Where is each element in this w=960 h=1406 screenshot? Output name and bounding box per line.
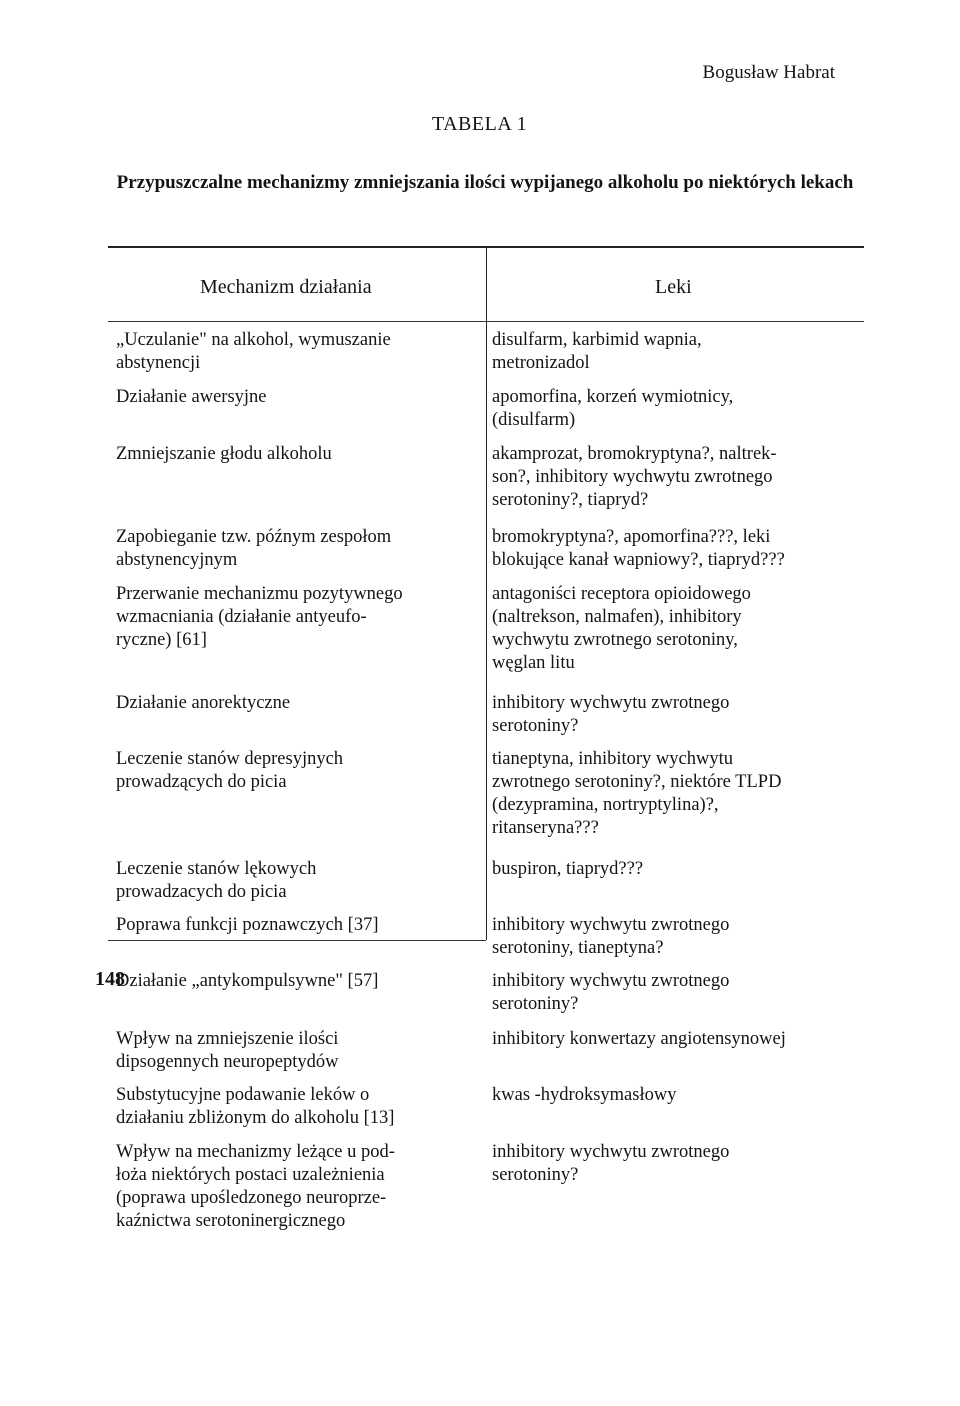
table-cell-mechanism: Substytucyjne podawanie leków o działaniu zbliżonym do alkoholu [13]	[116, 1085, 395, 1128]
table-cell-drugs: inhibitory wychwytu zwrotnego serotoniny?	[492, 971, 730, 1014]
table-cell-mechanism: Zmniejszanie głodu alkoholu	[116, 444, 332, 464]
table-cell-mechanism: Działanie awersyjne	[116, 387, 267, 407]
table-cell-drugs: akamprozat, bromokryptyna?, naltrek- son?, inhibitory wychwytu zwrotnego serotoniny?, tiapryd?	[492, 444, 777, 510]
table-cell-drugs: disulfarm, karbimid wapnia, metronizadol	[492, 330, 702, 373]
table-cell-drugs: inhibitory konwertazy angiotensynowej	[492, 1029, 786, 1049]
table-cell-mechanism: Wpływ na zmniejszenie ilości dipsogennych neuropeptydów	[116, 1029, 339, 1072]
table-cell-mechanism: Przerwanie mechanizmu pozytywnego wzmacniania (działanie antyeufo- ryczne) [61]	[116, 584, 403, 650]
table-cell-mechanism: Leczenie stanów lękowych prowadzacych do picia	[116, 859, 317, 902]
table-label: TABELA 1	[432, 113, 528, 135]
table-cell-drugs: inhibitory wychwytu zwrotnego serotoniny?	[492, 1142, 730, 1185]
table-cell-mechanism: Działanie anorektyczne	[116, 693, 291, 713]
table-cell-mechanism: Działanie „antykompulsywne" [57]	[116, 971, 379, 991]
page-number: 148	[95, 968, 125, 990]
table-column-divider	[486, 246, 487, 940]
table-cell-mechanism: Wpływ na mechanizmy leżące u pod- łoża niektórych postaci uzależnienia (poprawa upośledzonego neuroprze- kaźnictwa serotoninergicznego	[116, 1142, 395, 1231]
table-cell-drugs: inhibitory wychwytu zwrotnego serotoniny?	[492, 693, 730, 736]
table-cell-drugs: apomorfina, korzeń wymiotnicy, (disulfarm)	[492, 387, 734, 430]
table-cell-drugs: kwas -hydroksymasłowy	[492, 1085, 677, 1105]
table-cell-mechanism: Leczenie stanów depresyjnych prowadzących do picia	[116, 749, 344, 792]
table-cell-drugs: tianeptyna, inhibitory wychwytu zwrotnego serotoniny?, niektóre TLPD (dezypramina, nortryptylina)?, ritanseryna???	[492, 749, 782, 838]
table-cell-mechanism: Poprawa funkcji poznawczych [37]	[116, 915, 379, 935]
table-bottom-rule	[108, 940, 486, 941]
running-header-author: Bogusław Habrat	[702, 62, 835, 83]
table-cell-mechanism: Zapobieganie tzw. późnym zespołom abstynencyjnym	[116, 527, 392, 570]
table-cell-mechanism: „Uczulanie" na alkohol, wymuszanie abstynencji	[116, 330, 391, 373]
table-cell-drugs: inhibitory wychwytu zwrotnego serotoniny, tianeptyna?	[492, 915, 730, 958]
column-header-mechanism: Mechanizm działania	[200, 276, 372, 298]
table-caption: Przypuszczalne mechanizmy zmniejszania ilości wypijanego alkoholu po niektórych lekach	[116, 172, 854, 193]
table-cell-drugs: bromokryptyna?, apomorfina???, leki blokujące kanał wapniowy?, tiapryd???	[492, 527, 785, 570]
column-header-drugs: Leki	[655, 276, 692, 298]
table-cell-drugs: buspiron, tiapryd???	[492, 859, 644, 879]
table-cell-drugs: antagoniści receptora opioidowego (naltrekson, nalmafen), inhibitory wychwytu zwrotnego serotoniny, węglan litu	[492, 584, 751, 673]
